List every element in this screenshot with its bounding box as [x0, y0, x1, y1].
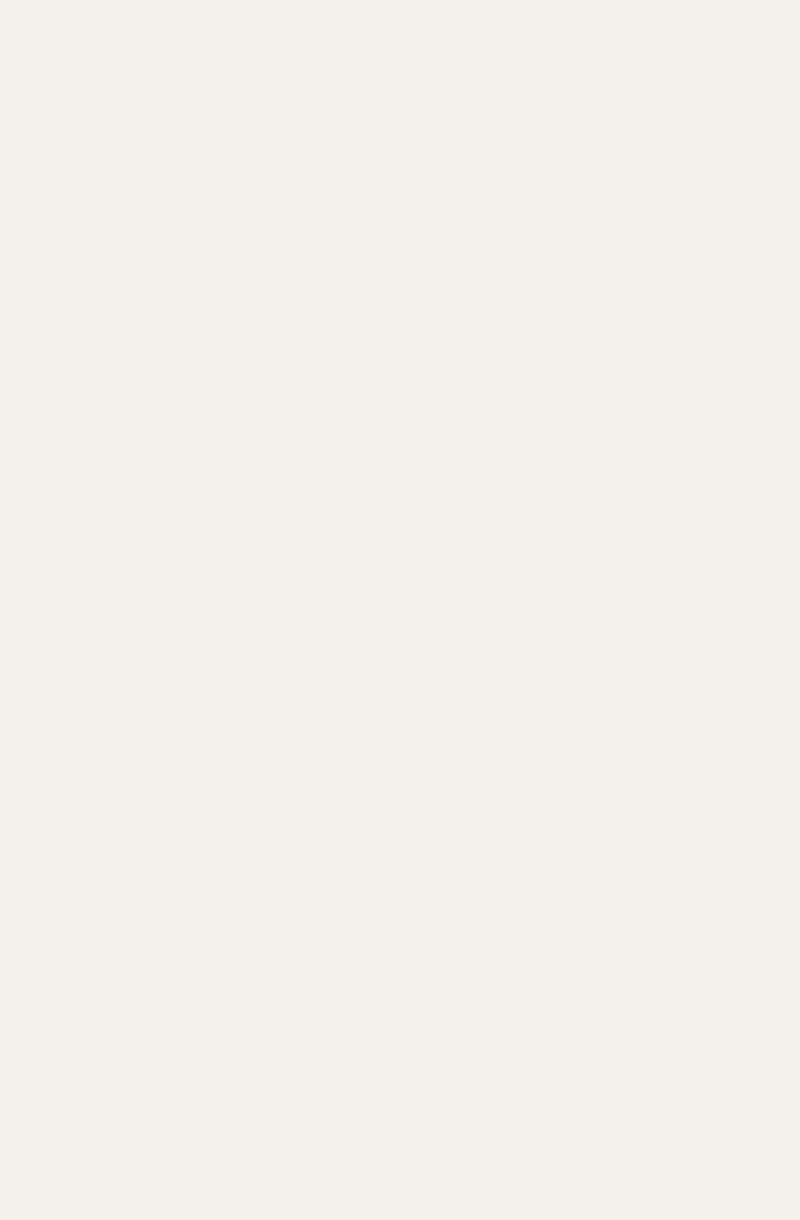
figure-37-illustration: [575, 346, 723, 778]
running-header: [38, 62, 783, 88]
figure-36-illustration: [56, 140, 340, 348]
